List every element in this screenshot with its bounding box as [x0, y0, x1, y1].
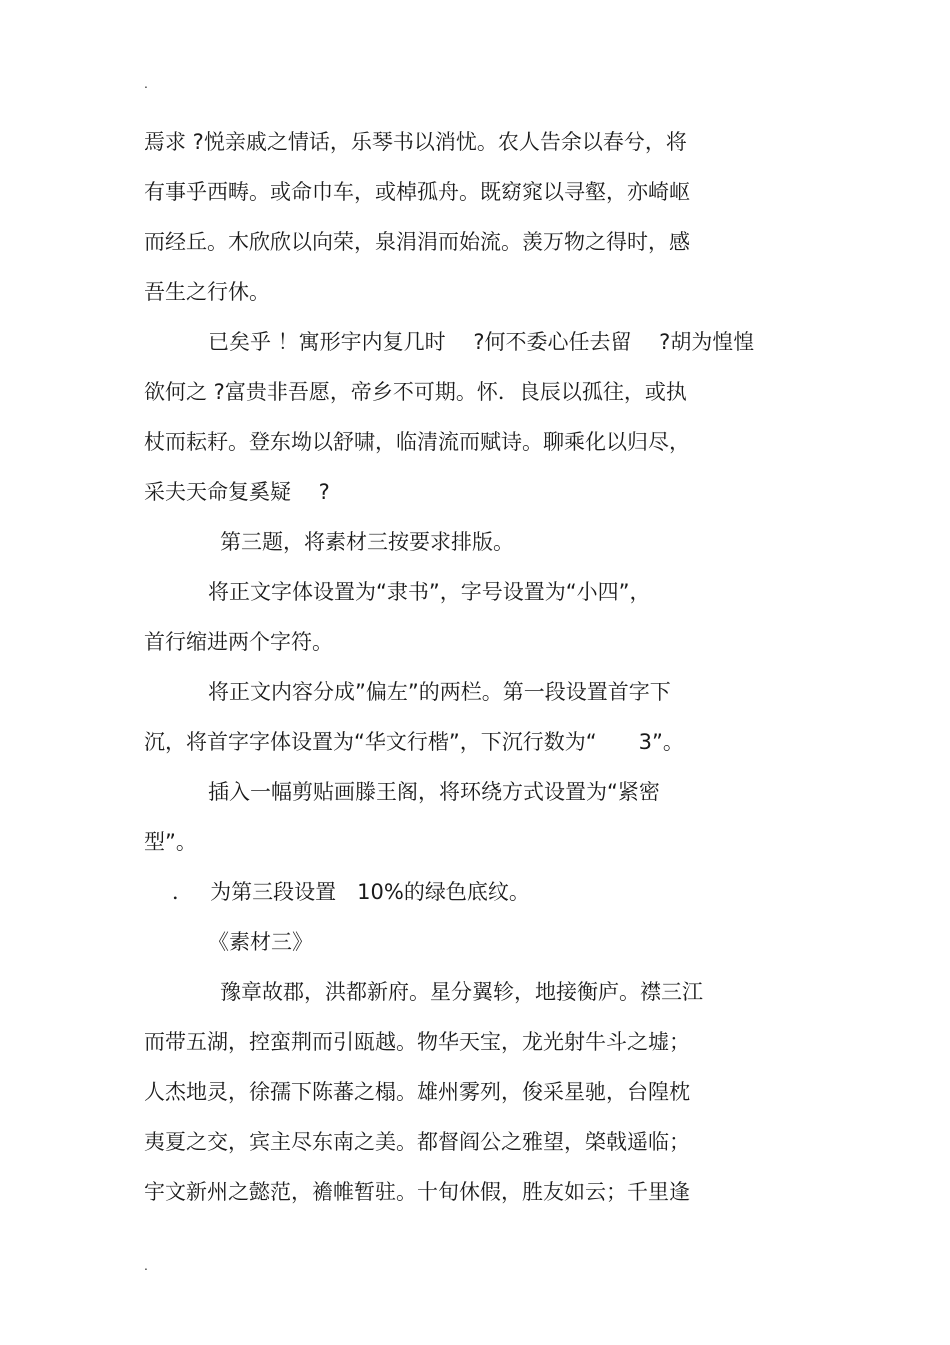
text-line: 人杰地灵，徐孺下陈蕃之榻。雄州雾列，俊采星驰，台隍枕: [144, 1080, 690, 1104]
text-line: 焉求 ?悦亲戚之情话，乐琴书以消忧。农人告余以春兮，将: [144, 130, 687, 154]
text-line: 首行缩进两个字符。: [144, 630, 333, 654]
text-line: 而经丘。木欣欣以向荣，泉涓涓而始流。羡万物之得时，感: [144, 230, 690, 254]
text-line: 夷夏之交，宾主尽东南之美。都督阎公之雅望，棨戟遥临；: [144, 1130, 690, 1154]
page-top-mark: .: [144, 75, 148, 91]
text-line: 已矣乎 ！寓形宇内复几时 ?何不委心任去留 ?胡为惶惶: [208, 330, 755, 354]
text-line: 杖而耘耔。登东坳以舒啸，临清流而赋诗。聊乘化以归尽，: [144, 430, 690, 454]
text-line: 豫章故郡，洪都新府。星分翼轸，地接衡庐。襟三江: [220, 980, 703, 1004]
text-line: 而带五湖，控蛮荆而引瓯越。物华天宝，龙光射牛斗之墟；: [144, 1030, 690, 1054]
text-line: 采夫天命复奚疑 ?: [144, 480, 330, 504]
text-line: ． 为第三段设置 10%的绿色底纹。: [172, 880, 530, 904]
text-line: 将正文内容分成”偏左”的两栏。第一段设置首字下: [208, 680, 671, 704]
text-line: 插入一幅剪贴画滕王阁，将环绕方式设置为“紧密: [208, 780, 660, 804]
text-line: 将正文字体设置为“隶书”，字号设置为“小四”，: [208, 580, 651, 604]
text-line: 有事乎西畴。或命巾车，或棹孤舟。既窈窕以寻壑，亦崎岖: [144, 180, 690, 204]
page-bottom-mark: .: [144, 1257, 148, 1273]
text-line: 沉，将首字字体设置为“华文行楷”，下沉行数为“ 3”。: [144, 730, 684, 754]
text-line: 吾生之行休。: [144, 280, 270, 304]
text-line: 型”。: [144, 830, 197, 854]
text-line: 第三题，将素材三按要求排版。: [220, 530, 514, 554]
text-line: 《素材三》: [208, 930, 313, 954]
text-line: 宇文新州之懿范，襜帷暂驻。十旬休假，胜友如云；千里逢: [144, 1180, 690, 1204]
text-line: 欲何之 ?富贵非吾愿，帝乡不可期。怀．良辰以孤往，或执: [144, 380, 687, 404]
